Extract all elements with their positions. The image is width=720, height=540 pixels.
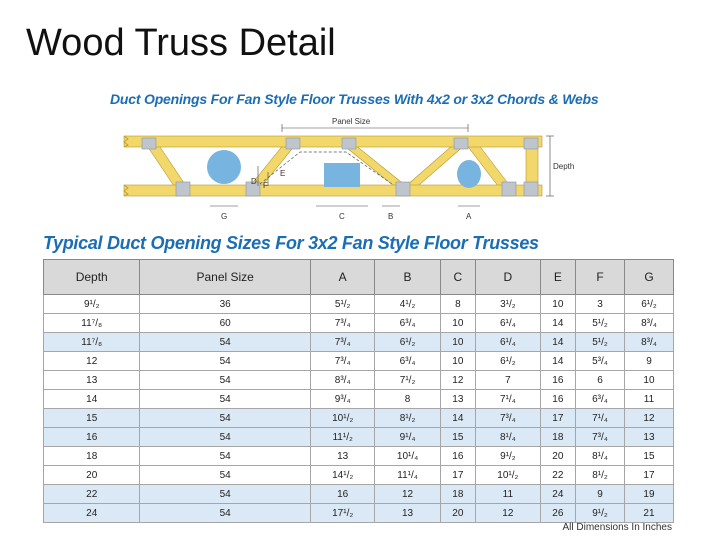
cell-c: 14	[440, 409, 475, 428]
cell-b: 11¹/₄	[375, 466, 440, 485]
truss-diagram	[110, 110, 580, 228]
table-row	[44, 390, 674, 409]
cell-g: 8³/₄	[624, 333, 673, 352]
web	[406, 144, 466, 186]
table-row	[44, 409, 674, 428]
cell-g: 8³/₄	[624, 314, 673, 333]
cell-d: 7	[476, 371, 541, 390]
cell-c: 10	[440, 352, 475, 371]
cell-g: 9	[624, 352, 673, 371]
header-panel-size: Panel Size	[140, 260, 310, 295]
cell-depth: 22	[44, 485, 140, 504]
cell-depth: 9¹/₂	[44, 295, 140, 314]
diagram-title: Duct Openings For Fan Style Floor Trusses With 4x2 or 3x2 Chords & Webs	[110, 91, 599, 107]
cell-a: 7³/₄	[310, 314, 375, 333]
duct-size-table	[43, 259, 674, 523]
cell-c: 10	[440, 333, 475, 352]
cell-d: 12	[476, 504, 541, 523]
duct-opening-a	[457, 160, 481, 188]
label-depth: Depth	[553, 162, 575, 171]
cell-a: 9³/₄	[310, 390, 375, 409]
cell-d: 10¹/₂	[476, 466, 541, 485]
cell-f: 5³/₄	[576, 352, 625, 371]
cell-f: 3	[576, 295, 625, 314]
cell-depth: 16	[44, 428, 140, 447]
cell-f: 9¹/₂	[576, 504, 625, 523]
cell-e: 14	[540, 352, 575, 371]
cell-d: 3¹/₂	[476, 295, 541, 314]
header-c: C	[440, 260, 475, 295]
cell-c: 17	[440, 466, 475, 485]
web	[146, 144, 186, 186]
cell-depth: 18	[44, 447, 140, 466]
label-a: A	[466, 212, 472, 221]
cell-g: 12	[624, 409, 673, 428]
web	[250, 144, 296, 186]
cell-f: 5¹/₂	[576, 314, 625, 333]
cell-panel: 54	[140, 428, 310, 447]
label-b: B	[388, 212, 394, 221]
cell-panel: 60	[140, 314, 310, 333]
cell-d: 9¹/₂	[476, 447, 541, 466]
cell-a: 14¹/₂	[310, 466, 375, 485]
cell-panel: 54	[140, 485, 310, 504]
cell-depth: 24	[44, 504, 140, 523]
table-header-row	[44, 260, 674, 295]
cell-c: 13	[440, 390, 475, 409]
cell-panel: 54	[140, 409, 310, 428]
table-row	[44, 371, 674, 390]
header-e: E	[540, 260, 575, 295]
cell-depth: 11⁷/₈	[44, 333, 140, 352]
cell-g: 13	[624, 428, 673, 447]
cell-d: 6¹/₄	[476, 333, 541, 352]
cell-e: 22	[540, 466, 575, 485]
cell-a: 16	[310, 485, 375, 504]
cell-e: 16	[540, 371, 575, 390]
cell-b: 7¹/₂	[375, 371, 440, 390]
label-panel-size: Panel Size	[332, 117, 371, 126]
table-row	[44, 504, 674, 523]
cell-c: 18	[440, 485, 475, 504]
cell-e: 14	[540, 333, 575, 352]
table-row	[44, 428, 674, 447]
table-row	[44, 333, 674, 352]
cell-g: 10	[624, 371, 673, 390]
cell-d: 7³/₄	[476, 409, 541, 428]
header-f: F	[576, 260, 625, 295]
cell-depth: 15	[44, 409, 140, 428]
cell-g: 21	[624, 504, 673, 523]
table-row	[44, 466, 674, 485]
cell-panel: 54	[140, 466, 310, 485]
cell-panel: 54	[140, 504, 310, 523]
cell-depth: 13	[44, 371, 140, 390]
cell-panel: 54	[140, 447, 310, 466]
label-e: E	[280, 169, 286, 178]
cell-b: 13	[375, 504, 440, 523]
cell-e: 18	[540, 428, 575, 447]
cell-d: 7¹/₄	[476, 390, 541, 409]
table-row	[44, 485, 674, 504]
cell-f: 5¹/₂	[576, 333, 625, 352]
cell-panel: 36	[140, 295, 310, 314]
cell-depth: 12	[44, 352, 140, 371]
cell-c: 12	[440, 371, 475, 390]
dimensions-footnote: All Dimensions In Inches	[562, 522, 672, 533]
cell-c: 8	[440, 295, 475, 314]
top-chord	[124, 136, 542, 147]
cell-e: 14	[540, 314, 575, 333]
table-row	[44, 295, 674, 314]
duct-opening-c	[324, 163, 360, 187]
table-row	[44, 447, 674, 466]
cell-e: 10	[540, 295, 575, 314]
cell-a: 7³/₄	[310, 333, 375, 352]
cell-panel: 54	[140, 390, 310, 409]
cell-a: 11¹/₂	[310, 428, 375, 447]
cell-b: 6¹/₂	[375, 333, 440, 352]
cell-a: 13	[310, 447, 375, 466]
cell-f: 7¹/₄	[576, 409, 625, 428]
label-c: C	[339, 212, 345, 221]
cell-b: 8	[375, 390, 440, 409]
cell-f: 6³/₄	[576, 390, 625, 409]
cell-panel: 54	[140, 352, 310, 371]
cell-e: 24	[540, 485, 575, 504]
header-b: B	[375, 260, 440, 295]
cell-a: 8³/₄	[310, 371, 375, 390]
cell-g: 19	[624, 485, 673, 504]
cell-depth: 20	[44, 466, 140, 485]
header-g: G	[624, 260, 673, 295]
label-g: G	[221, 212, 228, 221]
header-depth: Depth	[44, 260, 140, 295]
table-title: Typical Duct Opening Sizes For 3x2 Fan Style Floor Trusses	[43, 233, 539, 253]
cell-f: 6	[576, 371, 625, 390]
header-d: D	[476, 260, 541, 295]
cell-c: 16	[440, 447, 475, 466]
cell-b: 10¹/₄	[375, 447, 440, 466]
cell-b: 9¹/₄	[375, 428, 440, 447]
label-d: D	[251, 177, 257, 186]
cell-e: 20	[540, 447, 575, 466]
cell-g: 15	[624, 447, 673, 466]
cell-e: 26	[540, 504, 575, 523]
cell-g: 17	[624, 466, 673, 485]
header-a: A	[310, 260, 375, 295]
cell-b: 6³/₄	[375, 314, 440, 333]
cell-e: 17	[540, 409, 575, 428]
cell-a: 10¹/₂	[310, 409, 375, 428]
cell-d: 8¹/₄	[476, 428, 541, 447]
cell-a: 7³/₄	[310, 352, 375, 371]
cell-panel: 54	[140, 371, 310, 390]
cell-g: 6¹/₂	[624, 295, 673, 314]
cell-f: 8¹/₄	[576, 447, 625, 466]
cell-depth: 14	[44, 390, 140, 409]
cell-panel: 54	[140, 333, 310, 352]
end-web	[526, 144, 538, 186]
cell-a: 5¹/₂	[310, 295, 375, 314]
cell-c: 15	[440, 428, 475, 447]
cell-c: 20	[440, 504, 475, 523]
cell-g: 11	[624, 390, 673, 409]
cell-f: 7³/₄	[576, 428, 625, 447]
cell-a: 17¹/₂	[310, 504, 375, 523]
cell-b: 8¹/₂	[375, 409, 440, 428]
cell-e: 16	[540, 390, 575, 409]
cell-b: 12	[375, 485, 440, 504]
cell-d: 11	[476, 485, 541, 504]
cell-d: 6¹/₄	[476, 314, 541, 333]
cell-f: 9	[576, 485, 625, 504]
slide-title: Wood Truss Detail	[26, 22, 336, 64]
table-row	[44, 352, 674, 371]
duct-opening-g	[207, 150, 241, 184]
table-row	[44, 314, 674, 333]
cell-d: 6¹/₂	[476, 352, 541, 371]
label-f: F	[263, 181, 268, 190]
cell-b: 4¹/₂	[375, 295, 440, 314]
cell-f: 8¹/₂	[576, 466, 625, 485]
cell-depth: 11⁷/₈	[44, 314, 140, 333]
cell-b: 6³/₄	[375, 352, 440, 371]
cell-c: 10	[440, 314, 475, 333]
